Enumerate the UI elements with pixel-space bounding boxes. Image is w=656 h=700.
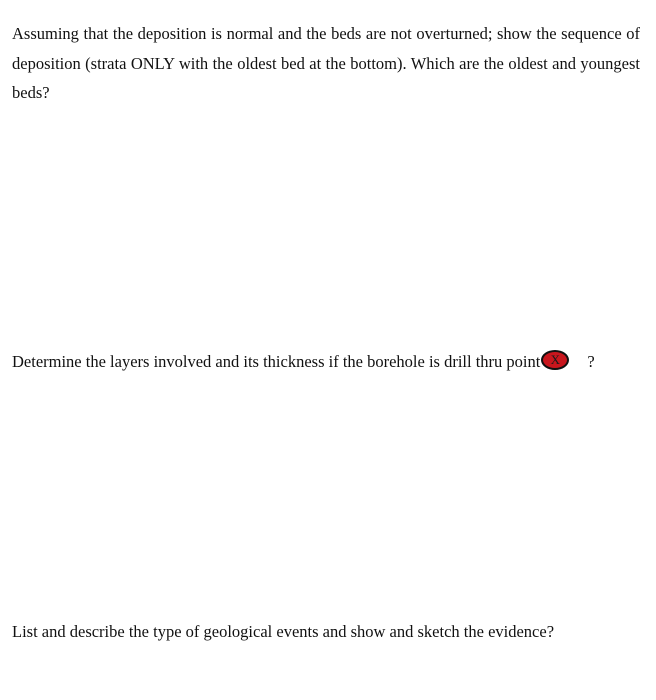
question-mark: ?	[587, 352, 595, 371]
point-x-marker-icon	[541, 350, 573, 372]
question-deposition-sequence: Assuming that the deposition is normal and the beds are not overturned; show the sequence of deposition (strata ONLY with the oldest bed at the bottom). Which are the oldest and youngest beds?	[12, 24, 640, 102]
question-borehole-layers	[12, 350, 595, 374]
question-borehole-text: Determine the layers involved and its thickness if the borehole is drill thru point	[12, 352, 541, 371]
marker-label: X	[550, 352, 561, 367]
question-geological-events: List and describe the type of geological events and show and sketch the evidence?	[12, 622, 555, 641]
